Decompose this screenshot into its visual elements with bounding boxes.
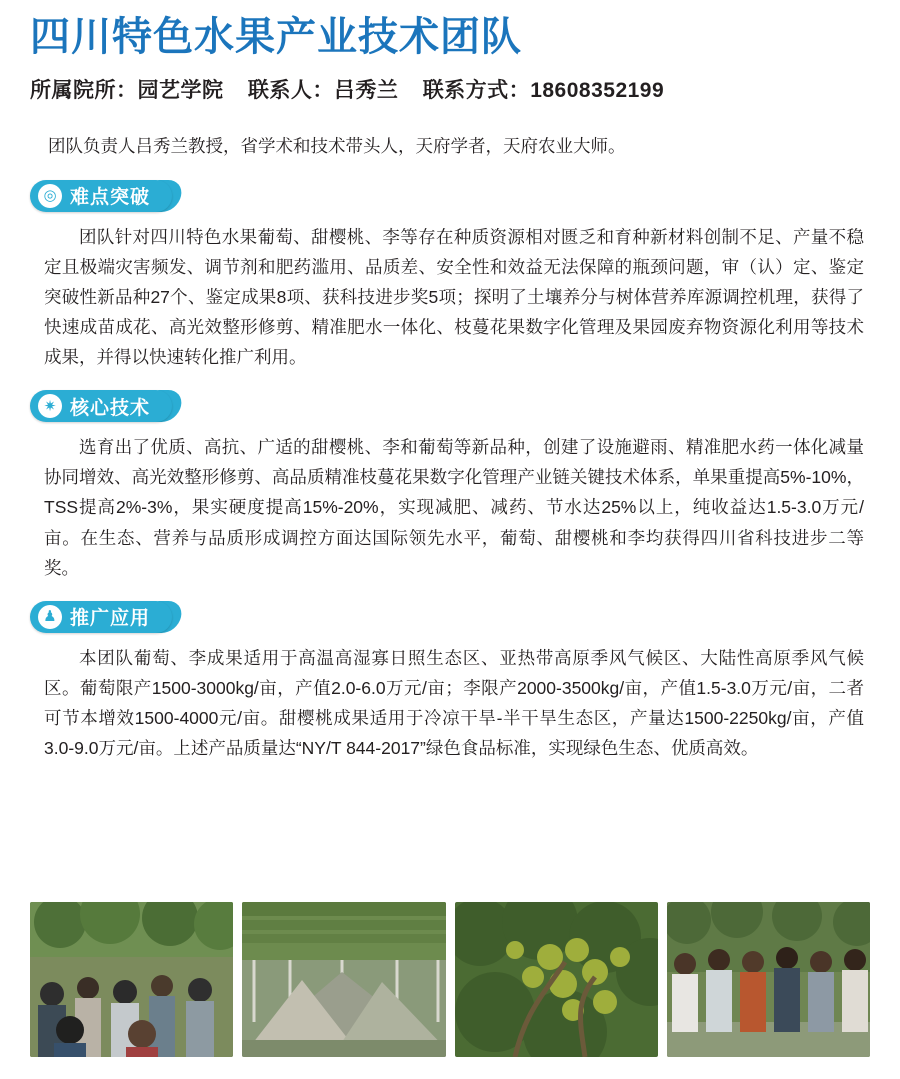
section-header-promotion-application xyxy=(30,601,172,633)
section-title-promotion-application: 推广应用 xyxy=(70,608,151,630)
section-core-technology xyxy=(30,390,870,582)
phone-label: 联系方式： xyxy=(422,79,531,102)
institute-value: 园艺学院 xyxy=(137,79,224,102)
atom-icon: ✷ xyxy=(38,394,62,418)
photo-fruit-tree xyxy=(455,902,658,1057)
section-title-core-technology: 核心技术 xyxy=(70,397,151,419)
header-meta xyxy=(30,74,870,104)
section-difficulty-breakthrough xyxy=(30,180,870,372)
photo-field-training xyxy=(30,902,233,1057)
contact-label: 联系人： xyxy=(247,79,334,102)
target-icon: ◎ xyxy=(38,184,62,208)
section-body-promotion-application: 本团队葡萄、李成果适用于高温高湿寡日照生态区、亚热带高原季风气候区、大陆性高原季风气候区。葡萄限产1500-3000kg/亩，产值2.0-6.0万元/亩；李限产2000-3500kg/亩，产值1.5-3.0万元/亩，二者可节本增效1500-4000元/亩。甜樱桃成果适用于冷凉干旱-半干旱生态区，产量达1500-2250kg/亩，产值3.0-9.0万元/亩。上述产品质量达“NY/T 844-2017”绿色食品标准，实现绿色生态、优质高效。 xyxy=(44,647,864,758)
institute-label: 所属院所： xyxy=(30,79,138,102)
phone-value: 18608352199 xyxy=(530,79,665,102)
section-header-core-technology xyxy=(30,390,172,422)
photo-vineyard-trellis xyxy=(242,902,445,1057)
photo-strip xyxy=(30,902,870,1057)
section-body-core-technology: 选育出了优质、高抗、广适的甜樱桃、李和葡萄等新品种，创建了设施避雨、精准肥水药一体化减量协同增效、高光效整形修剪、高品质精准枝蔓花果数字化管理产业链关键技术体系，单果重提高5%-10%，TSS提高2%-3%，果实硬度提高15%-20%，实现减肥、减药、节水达25%以上，纯收益达1.5-3.0万元/亩。在生态、营养与品质形成调控方面达国际领先水平，葡萄、甜樱桃和李均获得四川省科技进步二等奖。 xyxy=(44,437,864,578)
page-title: 四川特色水果产业技术团队 xyxy=(30,15,522,59)
section-body-difficulty-breakthrough: 团队针对四川特色水果葡萄、甜樱桃、李等存在种质资源相对匮乏和育种新材料创制不足、产量不稳定且极端灾害频发、调节剂和肥药滥用、品质差、安全性和效益无法保障的瓶颈问题，审（认）定、鉴定突破性新品种27个、鉴定成果8项、获科技进步奖5项；探明了土壤养分与树体营养库源调控机理，获得了快速成苗成花、高光效整形修剪、精准肥水一体化、枝蔓花果数字化管理及果园废弃物资源化利用等技术成果，并得以快速转化推广利用。 xyxy=(44,226,864,368)
intro-paragraph: 团队负责人吕秀兰教授，省学术和技术带头人，天府学者，天府农业大师。 xyxy=(48,136,626,156)
section-promotion-application xyxy=(30,601,870,763)
person-icon: ♟ xyxy=(38,605,62,629)
section-title-difficulty-breakthrough: 难点突破 xyxy=(70,187,151,209)
contact-value: 吕秀兰 xyxy=(333,79,399,102)
photo-team-group xyxy=(667,902,870,1057)
section-header-difficulty-breakthrough xyxy=(30,180,172,212)
